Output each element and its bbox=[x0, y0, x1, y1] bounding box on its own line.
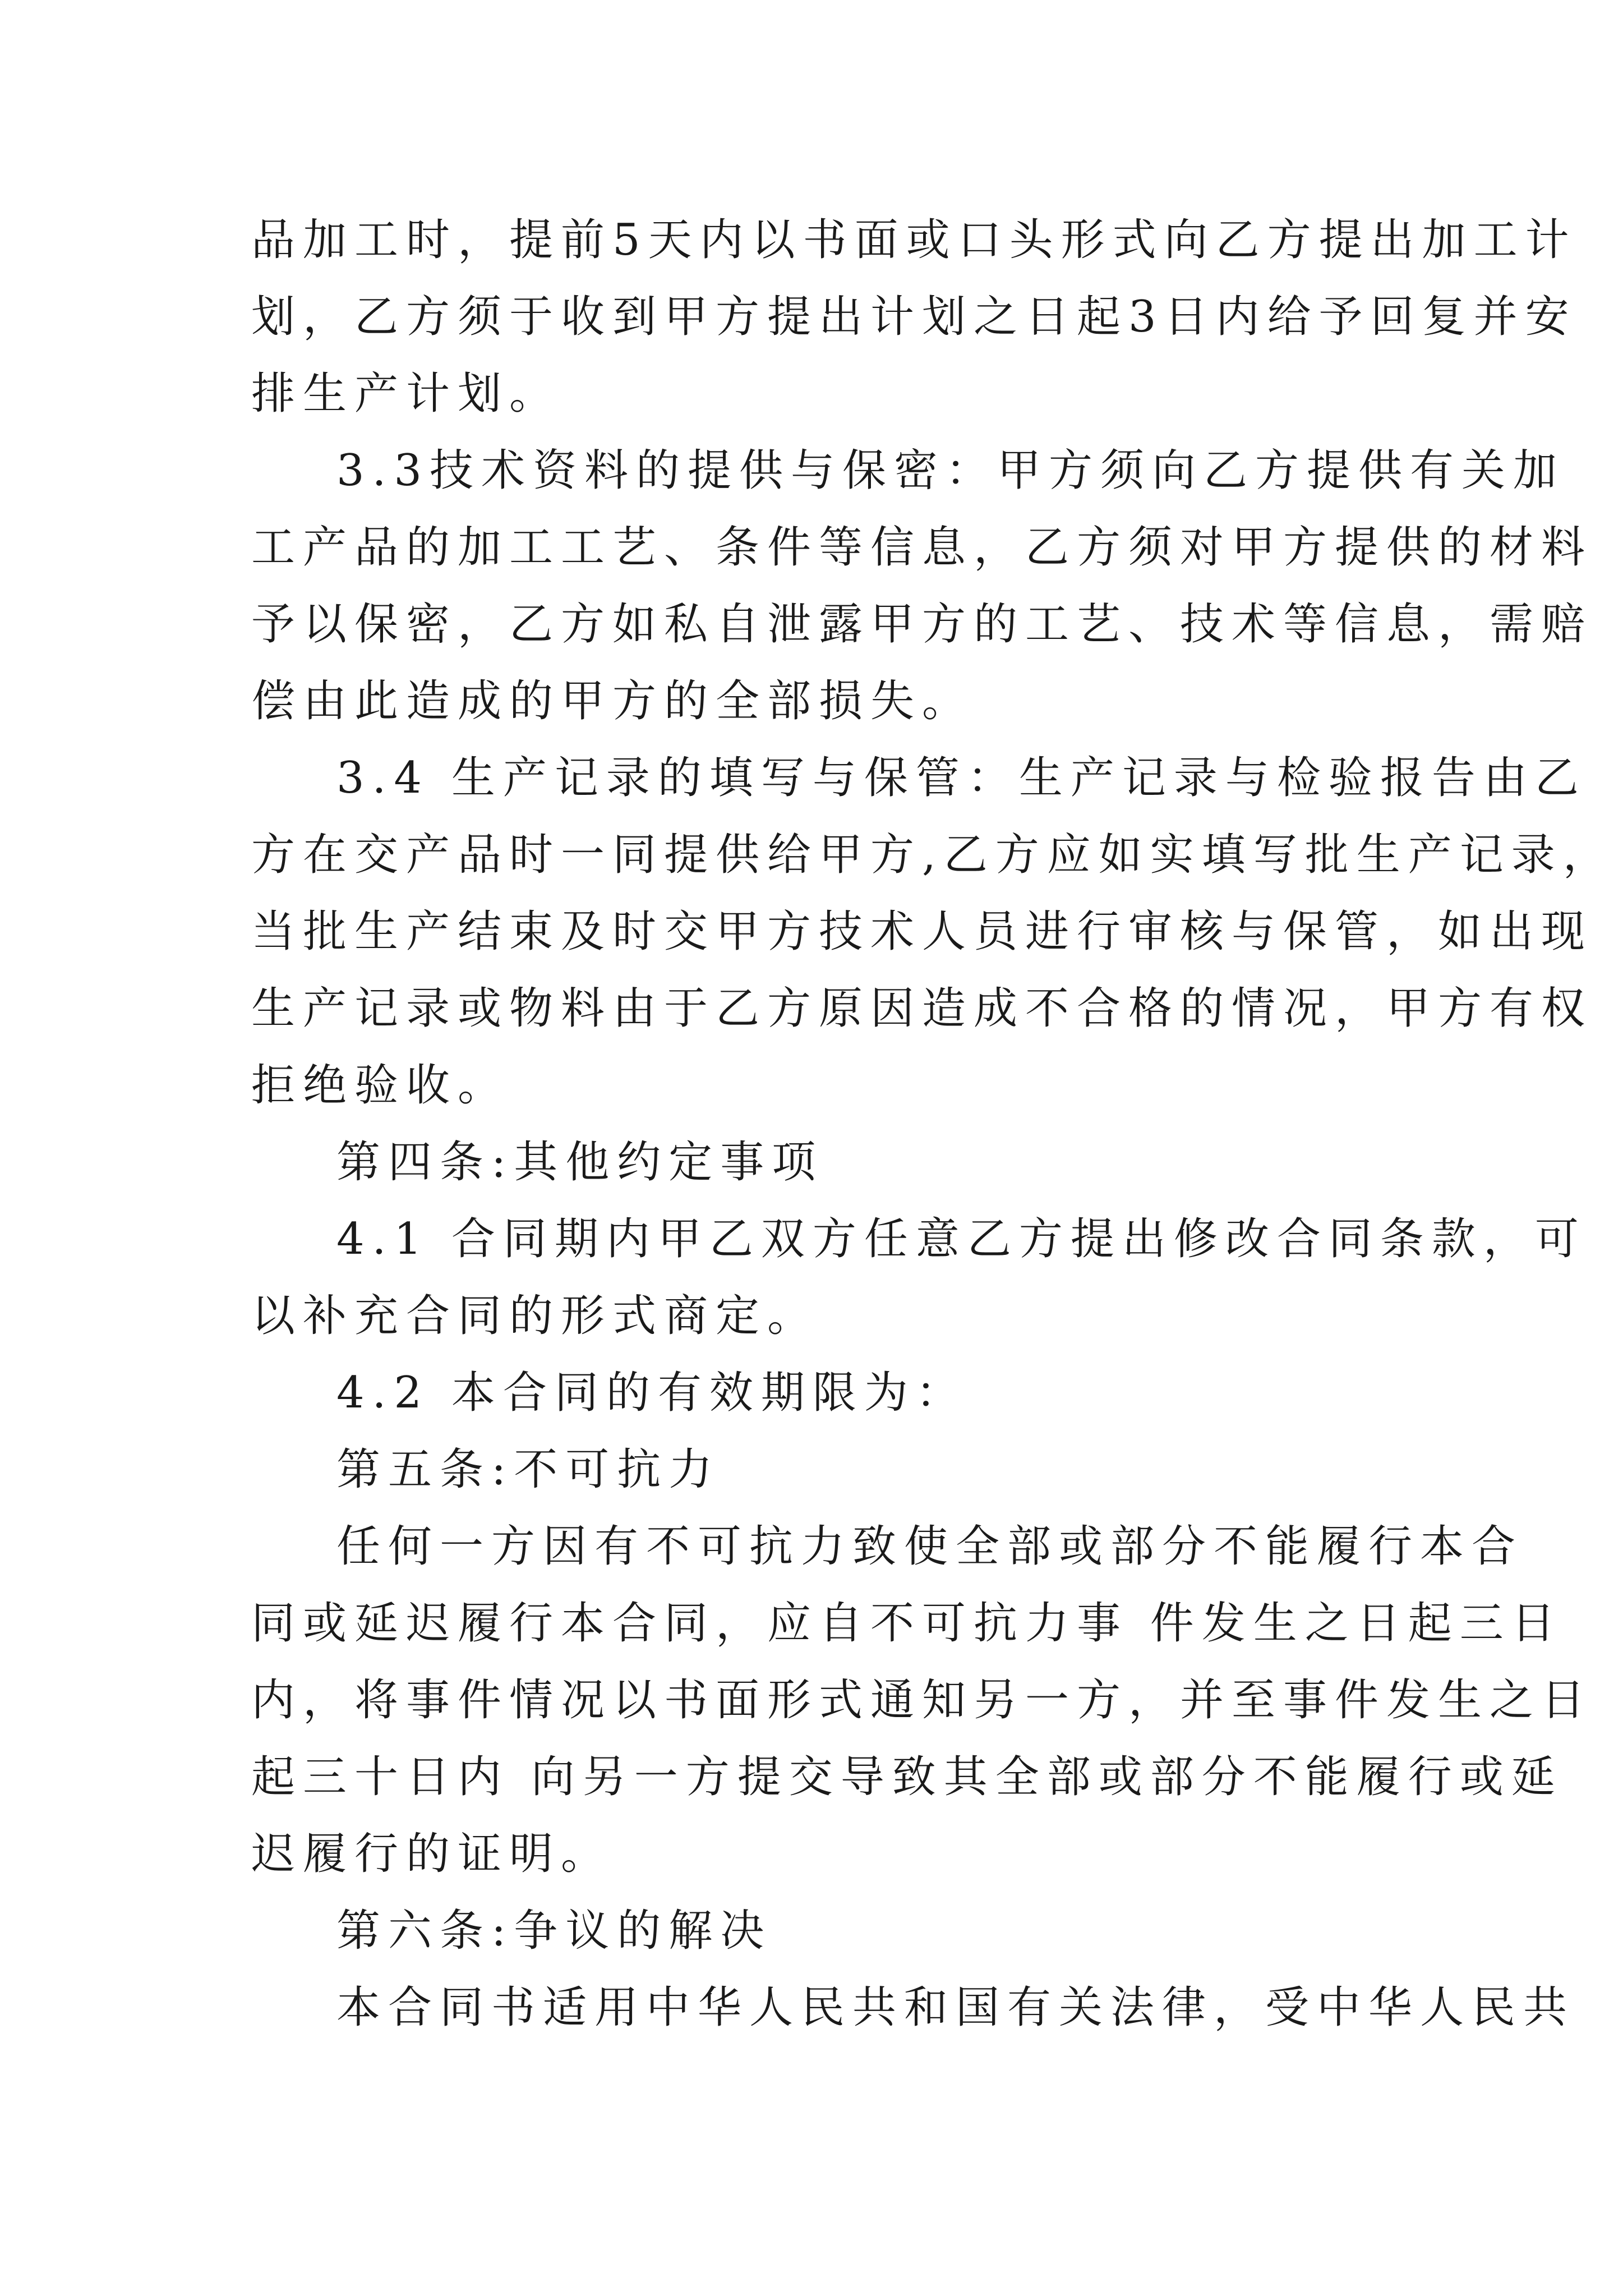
text-line: 起三十日内 向另一方提交导致其全部或部分不能履行或延 bbox=[251, 1752, 1563, 1802]
text-line: 内，将事件情况以书面形式通知另一方，并至事件发生之日 bbox=[251, 1675, 1593, 1726]
text-line: 3.4 生产记录的填写与保管：生产记录与检验报告由乙 bbox=[336, 753, 1587, 803]
text-line: 第五条:不可抗力 bbox=[336, 1444, 721, 1495]
text-line: 第六条:争议的解决 bbox=[336, 1906, 772, 1956]
text-line: 偿由此造成的甲方的全部损失。 bbox=[251, 676, 974, 726]
text-line: 任何一方因有不可抗力致使全部或部分不能履行本合 bbox=[336, 1521, 1524, 1572]
text-line: 方在交产品时一同提供给甲方,乙方应如实填写批生产记录， bbox=[251, 830, 1615, 880]
text-line: 3.3技术资料的提供与保密：甲方须向乙方提供有关加 bbox=[336, 445, 1565, 496]
text-line: 予以保密，乙方如私自泄露甲方的工艺、技术等信息，需赔 bbox=[251, 599, 1593, 650]
text-line: 同或延迟履行本合同，应自不可抗力事 件发生之日起三日 bbox=[251, 1598, 1563, 1649]
text-line: 4.2 本合同的有效期限为： bbox=[336, 1368, 967, 1418]
text-line: 迟履行的证明。 bbox=[251, 1829, 613, 1879]
text-line: 拒绝验收。 bbox=[251, 1060, 510, 1111]
text-line: 4.1 合同期内甲乙双方任意乙方提出修改合同条款，可 bbox=[336, 1214, 1587, 1264]
text-line: 以补充合同的形式商定。 bbox=[251, 1291, 819, 1341]
text-line: 本合同书适用中华人民共和国有关法律，受中华人民共 bbox=[336, 1982, 1575, 2033]
text-line: 品加工时，提前5天内以书面或口头形式向乙方提出加工计 bbox=[251, 215, 1577, 265]
contract-text-body bbox=[251, 202, 1615, 2046]
text-line: 工产品的加工工艺、条件等信息，乙方须对甲方提供的材料 bbox=[251, 522, 1593, 573]
text-line: 当批生产结束及时交甲方技术人员进行审核与保管，如出现 bbox=[251, 907, 1593, 957]
text-line: 排生产计划。 bbox=[251, 369, 561, 419]
text-line: 第四条:其他约定事项 bbox=[336, 1137, 824, 1188]
text-line: 划，乙方须于收到甲方提出计划之日起3日内给予回复并安 bbox=[251, 292, 1577, 342]
text-line: 生产记录或物料由于乙方原因造成不合格的情况，甲方有权 bbox=[251, 983, 1593, 1034]
